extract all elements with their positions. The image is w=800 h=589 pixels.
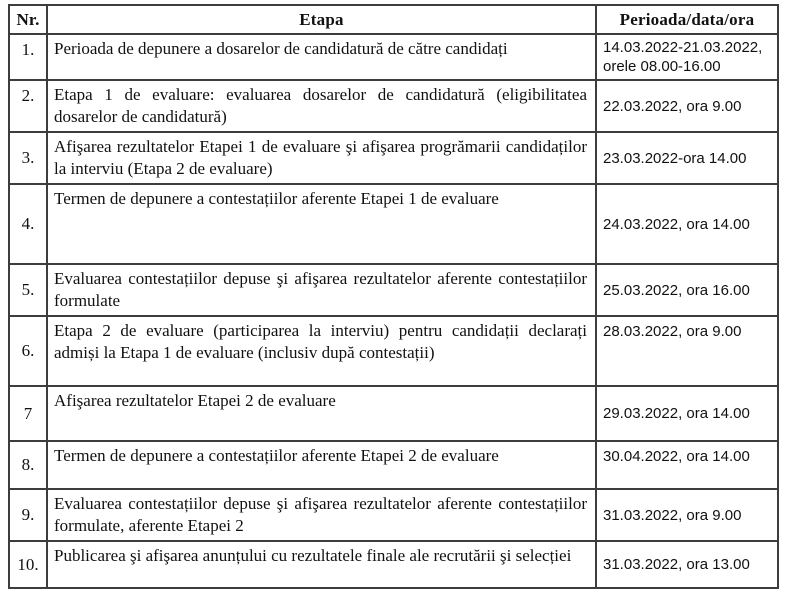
row-number-cell: 10.	[9, 541, 47, 588]
row-number-cell: 1.	[9, 34, 47, 80]
date-cell: 28.03.2022, ora 9.00	[596, 316, 778, 386]
table-row	[9, 316, 778, 386]
header-nr: Nr.	[9, 5, 47, 34]
table-row	[9, 184, 778, 264]
table-row	[9, 489, 778, 541]
stage-cell: Afişarea rezultatelor Etapei 2 de evaluare	[47, 386, 596, 441]
table-row	[9, 34, 778, 80]
row-number-cell: 5.	[9, 264, 47, 316]
table-row	[9, 132, 778, 184]
date-cell: 31.03.2022, ora 13.00	[596, 541, 778, 588]
row-number-cell: 8.	[9, 441, 47, 489]
row-number-cell: 9.	[9, 489, 47, 541]
date-cell: 24.03.2022, ora 14.00	[596, 184, 778, 264]
date-cell: 29.03.2022, ora 14.00	[596, 386, 778, 441]
date-cell: 30.04.2022, ora 14.00	[596, 441, 778, 489]
stage-cell: Etapa 1 de evaluare: evaluarea dosarelor de candidatură (eligibilitatea dosarelor de candidatură)	[47, 80, 596, 132]
table-row	[9, 386, 778, 441]
date-cell: 23.03.2022-ora 14.00	[596, 132, 778, 184]
stage-cell: Publicarea şi afişarea anunțului cu rezultatele finale ale recrutării şi selecției	[47, 541, 596, 588]
row-number-cell: 6.	[9, 316, 47, 386]
table-row	[9, 80, 778, 132]
recruitment-schedule-table	[8, 4, 779, 589]
row-number-cell: 4.	[9, 184, 47, 264]
stage-cell: Evaluarea contestațiilor depuse şi afişarea rezultatelor aferente contestațiilor formulate, aferente Etapei 2	[47, 489, 596, 541]
date-cell: 31.03.2022, ora 9.00	[596, 489, 778, 541]
row-number-cell: 2.	[9, 80, 47, 132]
stage-cell: Termen de depunere a contestațiilor aferente Etapei 2 de evaluare	[47, 441, 596, 489]
stage-cell: Evaluarea contestațiilor depuse şi afişarea rezultatelor aferente contestațiilor formulate	[47, 264, 596, 316]
date-cell: 22.03.2022, ora 9.00	[596, 80, 778, 132]
table-row	[9, 441, 778, 489]
header-perioada: Perioada/data/ora	[596, 5, 778, 34]
stage-cell: Termen de depunere a contestațiilor aferente Etapei 1 de evaluare	[47, 184, 596, 264]
date-cell: 14.03.2022-21.03.2022, orele 08.00-16.00	[596, 34, 778, 80]
stage-cell: Perioada de depunere a dosarelor de candidatură de către candidați	[47, 34, 596, 80]
stage-cell: Afişarea rezultatelor Etapei 1 de evaluare şi afişarea progrămarii candidaților la interviu (Etapa 2 de evaluare)	[47, 132, 596, 184]
row-number-cell: 3.	[9, 132, 47, 184]
stage-cell: Etapa 2 de evaluare (participarea la interviu) pentru candidații declarați admiși la Etapa 1 de evaluare (inclusiv după contestații)	[47, 316, 596, 386]
date-cell: 25.03.2022, ora 16.00	[596, 264, 778, 316]
row-number-cell: 7	[9, 386, 47, 441]
table-row	[9, 264, 778, 316]
header-etapa: Etapa	[47, 5, 596, 34]
header-row	[9, 5, 778, 34]
